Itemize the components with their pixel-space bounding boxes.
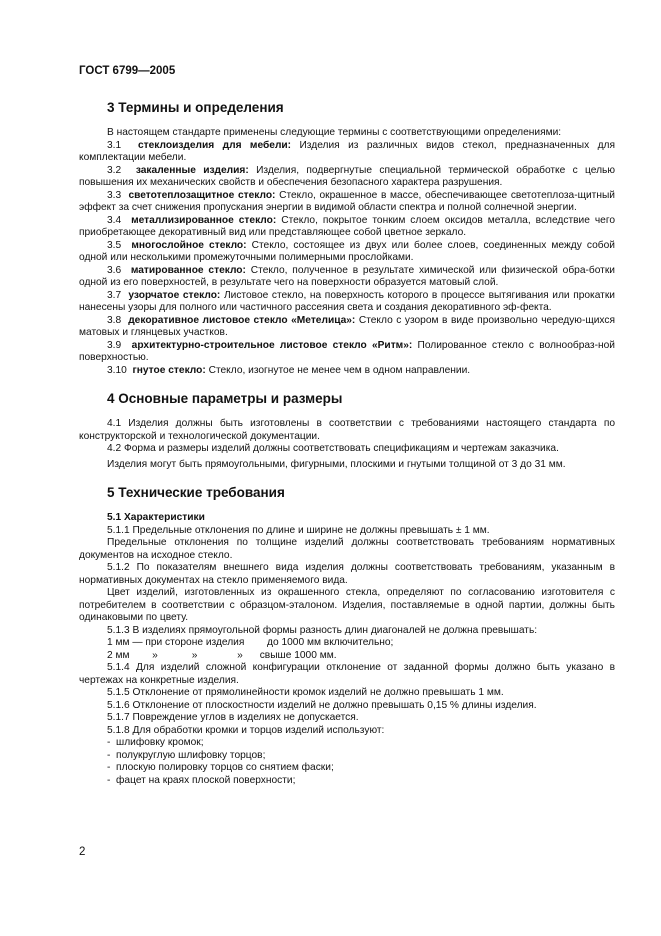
- paragraph-5-1-8: 5.1.8 Для обработки кромки и торцов изделий используют:: [107, 724, 385, 736]
- edge-processing-list: [79, 737, 615, 787]
- term-item: 3.6 матированное стекло: Стекло, полученное в результате химической или физической обра-ботки одной из его поверхностей, в результате чего на поверхности образуется матовый слой.: [79, 264, 615, 288]
- section-4-heading: 4 Основные параметры и размеры: [107, 391, 343, 406]
- term-item: 3.5 многослойное стекло: Стекло, состоящее из двух или более слоев, соединенных между собой одной или несколькими промежуточными полимерными прослойками.: [79, 239, 615, 263]
- paragraph-4-1: 4.1 Изделия должны быть изготовлены в соответствии с требованиями настоящего стандарта по конструкторской и технологической документации.: [79, 418, 615, 442]
- term-item: 3.1 стеклоизделия для мебели: Изделия из различных видов стекол, предназначенных для комплектации мебели.: [79, 139, 615, 163]
- term-item: 3.10 гнутое стекло: Стекло, изогнутое не менее чем в одном направлении.: [107, 364, 471, 376]
- list-item: - полукруглую шлифовку торцов;: [107, 749, 266, 761]
- paragraph-4-2-b: Изделия могут быть прямоугольными, фигурными, плоскими и гнутыми толщиной от 3 до 31 мм.: [107, 458, 566, 470]
- term-item: 3.4 металлизированное стекло: Стекло, покрытое тонким слоем оксидов металла, вследствие чего приобретающее декоративный вид или представляющее собой цветное зеркало.: [79, 214, 615, 238]
- term-item: 3.3 светотеплозащитное стекло: Стекло, окрашенное в массе, обеспечивающее светотеплоза-щитный эффект за счет снижения пропускания энергии в видимой области спектра и полной солнечной энергии.: [79, 189, 615, 213]
- paragraph-5-1-3: 5.1.3 В изделиях прямоугольной формы разность длин диагоналей не должна превышать:: [107, 624, 538, 636]
- section-3-heading: 3 Термины и определения: [107, 100, 284, 115]
- paragraph-5-1-7: 5.1.7 Повреждение углов в изделиях не допускается.: [107, 712, 359, 723]
- section-3-terms: [79, 140, 615, 378]
- paragraph-5-1-2-b: Цвет изделий, изготовленных из окрашенного стекла, определяют по согласованию изготовителя с потребителем в соответствии с образцом-эталоном. Изделия, поставляемые в одной партии, должны быть одинаковыми по цвету.: [79, 587, 615, 623]
- term-item: 3.9 архитектурно-строительное листовое стекло «Ритм»: Полированное стекло с волнообраз-ной поверхностью.: [79, 339, 615, 363]
- paragraph-5-1-5: 5.1.5 Отклонение от прямолинейности кромок изделий не должно превышать 1 мм.: [107, 687, 504, 698]
- paragraph-5-1-1-b: Предельные отклонения по толщине изделий должны соответствовать требованиям нормативных документов на исходное стекло.: [79, 537, 615, 561]
- diagonal-limit-line-2: 2 мм » » » свыше 1000 мм.: [107, 649, 337, 661]
- list-item: - плоскую полировку торцов со снятием фаски;: [107, 762, 334, 773]
- document-header: ГОСТ 6799—2005: [79, 65, 176, 77]
- diagonal-limit-line-1: 1 мм — при стороне изделия до 1000 мм включительно;: [107, 637, 394, 648]
- term-item: 3.8 декоративное листовое стекло «Метелица»: Стекло с узором в виде произвольно чередую-щихся матовых и глянцевых участков.: [79, 314, 616, 338]
- document-body: [79, 90, 615, 787]
- page-number: 2: [79, 846, 86, 858]
- term-item: 3.2 закаленные изделия: Изделия, подвергнутые специальной термической обработке с целью повышения их механических свойств и обеспечения безопасного характера разрушения.: [79, 164, 615, 188]
- paragraph-4-2: 4.2 Форма и размеры изделий должны соответствовать спецификациям и чертежам заказчика.: [107, 443, 559, 454]
- paragraph-5-1-2: 5.1.2 По показателям внешнего вида изделия должны соответствовать требованиям, указанным в нормативных документах на стекло применяемого вида.: [79, 562, 615, 586]
- paragraph-5-1-6: 5.1.6 Отклонение от плоскостности изделий не должно превышать 0,15 % длины изделия.: [107, 699, 537, 711]
- paragraph-5-1-4: 5.1.4 Для изделий сложной конфигурации отклонение от заданной формы должно быть указано в чертежах на конкретные изделия.: [79, 662, 615, 686]
- paragraph-5-1-1: 5.1.1 Предельные отклонения по длине и ширине не должны превышать ± 1 мм.: [107, 524, 490, 536]
- subsection-5-1-heading: 5.1 Характеристики: [107, 512, 205, 523]
- term-item: 3.7 узорчатое стекло: Листовое стекло, на поверхность которого в процессе вытягивания или прокатки нанесены узоры для полного или частичного рассеяния света и создания декоративного эф-фекта.: [79, 289, 615, 313]
- section-5-heading: 5 Технические требования: [107, 485, 285, 500]
- list-item: - шлифовку кромок;: [107, 737, 204, 748]
- section-3-intro: В настоящем стандарте применены следующие термины с соответствующими определениями:: [107, 127, 562, 138]
- list-item: - фацет на краях плоской поверхности;: [107, 774, 296, 786]
